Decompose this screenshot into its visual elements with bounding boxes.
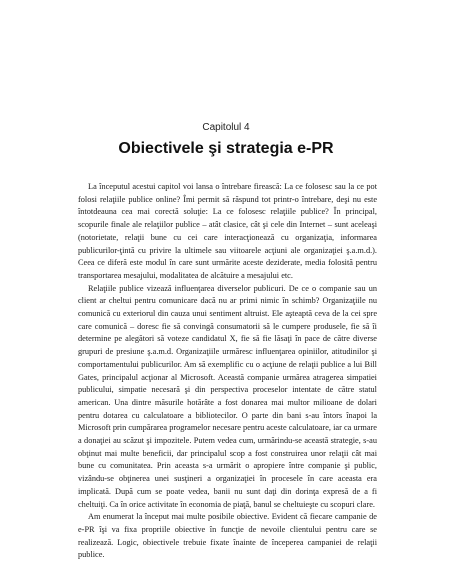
paragraph-2: Relaţiile publice vizează influenţarea diverselor publicuri. De ce o companie sau un client ar cheltui pentru comunicare dacă nu ar primi nimic în schimb? Organizaţiile nu comunică cu exteriorul din cauza unui sentiment altruist. Ele aşteaptă ceva de la cei spre care comunică – doresc fie să convingă consumatorii să le cumpere produsele, fie să îi determine pe alegători să voteze candidatul X, fie să fie lăsaţi în pace de către diverse grupuri de presiune ş.a.m.d. Organizaţiile urmăresc influenţarea opiniilor, atitudinilor şi comportamentului publicurilor. Am să exemplific cu o acţiune de relaţii publice a lui Bill Gates, principalul acţionar al Microsoft. Această companie urmărea atragerea simpatiei publicului, simpatie necesară şi din perspectiva proceselor intentate de către statul american. Una dintre măsurile hotărâte a fost donarea mai multor milioane de dolari pentru dotarea cu calculatoare a bibliotecilor. O parte din bani s-au întors înapoi la Microsoft prin cumpărarea programelor necesare pentru aceste calculatoare, iar ca urmare a donaţiei au scăzut şi impozitele. Putem vedea cum, urmărindu-se această strategie, s-au obţinut mai multe beneficii, dar principalul scop a fost construirea unor relaţii cât mai bune cu comunitatea. Prin aceasta s-a urmărit o apropiere între companie şi public, vizându-se obţinerea unei susţineri a organizaţiei în procesele în care aceasta era implicată. După cum se poate vedea, banii nu sunt daţi din dorinţa expresă de a fi cheltuiţi. Ca în orice activitate în economia de piaţă, banul se cheltuieşte cu scopuri clare. bbox=[78, 283, 377, 509]
body-text bbox=[78, 181, 377, 562]
chapter-title: Obiectivele şi strategia e-PR bbox=[118, 140, 334, 157]
paragraph-3: Am enumerat la început mai multe posibile obiective. Evident că fiecare campanie de e-PR îşi va fixa propriile obiective în funcţie de nevoile clientului pentru care se realizează. Logic, obiectivele trebuie fixate înainte de începerea campaniei de relaţii publice. bbox=[78, 512, 377, 560]
chapter-label: Capitolul 4 bbox=[202, 122, 250, 133]
paragraph-1: La începutul acestui capitol voi lansa o întrebare firească: La ce folosesc sau la ce pot folosi relaţiile publice online? Îmi permit să răspund tot printr-o întrebare, deşi nu este întotdeauna cea mai corectă soluţie: La ce folosesc relaţiile publice? În principal, scopurile finale ale relaţiilor publice – atât clasice, cât şi cele din Internet – sunt aceleaşi (notorietate, relaţii bune cu cei care interacţionează cu organizaţia, informarea publicurilor-ţintă cu privire la ultimele sau viitoarele acţiuni ale organizaţiei ş.a.m.d.). Ceea ce diferă este modul în care sunt urmărite aceste deziderate, media folosită pentru transportarea mesajului, modalitatea de alcătuire a mesajului etc. bbox=[78, 182, 377, 280]
